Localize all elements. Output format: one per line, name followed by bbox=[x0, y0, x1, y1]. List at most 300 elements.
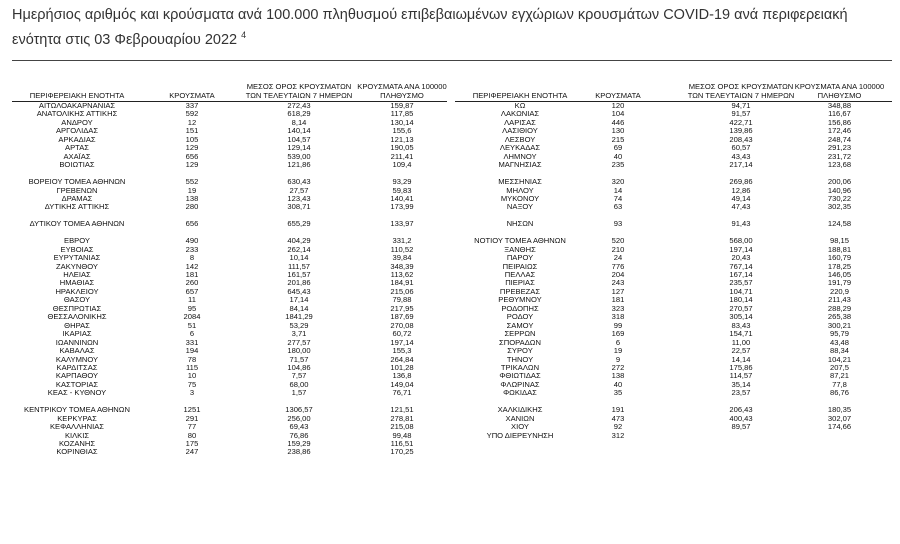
cases-cell: 105 bbox=[185, 134, 199, 144]
avg7-cell: 139,86 bbox=[729, 126, 753, 136]
avg7-cell: 43,43 bbox=[731, 151, 751, 161]
avg7-cell: 197,14 bbox=[729, 244, 753, 254]
cases-cell: 129 bbox=[185, 160, 199, 170]
title-footnote: 4 bbox=[241, 30, 247, 40]
cases-cell: 92 bbox=[613, 422, 623, 432]
avg7-cell: 91,57 bbox=[731, 109, 751, 119]
region-cell: ΑΙΤΩΛΟΑΚΑΡΝΑΝΙΑΣ bbox=[38, 101, 116, 110]
avg7-cell: 20,43 bbox=[731, 253, 751, 263]
region-cell: ΝΑΞΟΥ bbox=[506, 202, 534, 212]
region-cell: ΥΠΟ ΔΙΕΡΕΥΝΗΣΗ bbox=[486, 430, 554, 440]
per100k-cell: 174,66 bbox=[827, 422, 852, 432]
region-cell: ΘΑΣΟΥ bbox=[63, 295, 91, 305]
avg7-cell: 159,29 bbox=[287, 439, 311, 448]
column-header-per100k bbox=[787, 82, 892, 100]
per100k-cell: 191,79 bbox=[827, 278, 852, 288]
avg7-cell: 89,57 bbox=[731, 422, 751, 432]
region-cell: ΚΟΡΙΝΘΙΑΣ bbox=[56, 447, 98, 457]
cases-cell: 215 bbox=[611, 134, 625, 144]
region-cell: ΡΟΔΟΠΗΣ bbox=[501, 303, 539, 313]
region-cell: ΛΑΚΩΝΙΑΣ bbox=[500, 109, 540, 119]
region-cell: ΙΩΑΝΝΙΝΩΝ bbox=[55, 337, 99, 347]
region-cell: ΚΑΣΤΟΡΙΑΣ bbox=[55, 379, 99, 389]
per100k-cell: 123,68 bbox=[827, 160, 852, 170]
column-header-per100k bbox=[357, 82, 447, 100]
per100k-cell: 278,81 bbox=[390, 413, 414, 423]
page-title bbox=[12, 5, 892, 50]
cases-cell: 776 bbox=[611, 261, 625, 271]
per100k-cell: 109,4 bbox=[392, 160, 412, 170]
region-cell: ΠΕΙΡΑΙΩΣ bbox=[502, 261, 538, 271]
cases-cell: 138 bbox=[611, 371, 625, 381]
per100k-cell: 110,52 bbox=[390, 244, 414, 254]
per100k-cell: 300,21 bbox=[827, 320, 852, 330]
region-cell: ΒΟΙΩΤΙΑΣ bbox=[59, 160, 95, 170]
avg7-cell: 1841,29 bbox=[285, 312, 313, 322]
avg7-cell: 123,43 bbox=[287, 193, 311, 203]
cases-cell: 323 bbox=[611, 303, 625, 313]
region-cell: ΣΑΜΟΥ bbox=[506, 320, 534, 330]
cases-cell: 656 bbox=[185, 219, 199, 229]
cases-cell: 51 bbox=[187, 320, 197, 330]
cases-cell: 592 bbox=[185, 109, 199, 119]
region-cell: ΧΙΟΥ bbox=[511, 422, 529, 432]
per100k-cell: 98,15 bbox=[829, 236, 849, 246]
avg7-cell: 91,43 bbox=[731, 219, 751, 229]
per100k-cell: 187,69 bbox=[390, 312, 414, 322]
avg7-cell: 400,43 bbox=[729, 413, 753, 423]
cases-cell: 210 bbox=[611, 244, 625, 254]
region-cell: ΤΡΙΚΑΛΩΝ bbox=[500, 362, 540, 372]
per100k-cell: 87,21 bbox=[829, 371, 849, 381]
avg7-cell: 655,29 bbox=[287, 219, 311, 229]
avg7-cell: 104,86 bbox=[287, 362, 311, 372]
region-cell: ΚΕΑΣ - ΚΥΘΝΟΥ bbox=[47, 388, 107, 398]
per100k-cell: 291,23 bbox=[827, 143, 852, 153]
cases-cell: 40 bbox=[613, 151, 623, 161]
avg7-cell: 1306,57 bbox=[285, 405, 313, 415]
cases-cell: 77 bbox=[187, 422, 197, 432]
region-cell: ΠΑΡΟΥ bbox=[506, 253, 534, 263]
cases-cell: 247 bbox=[185, 447, 199, 457]
cases-cell: 181 bbox=[185, 270, 199, 279]
cases-cell: 127 bbox=[611, 286, 625, 296]
region-cell: ΧΑΝΙΩΝ bbox=[505, 413, 535, 423]
avg7-cell: 154,71 bbox=[729, 329, 753, 339]
per100k-cell: 146,05 bbox=[827, 270, 852, 279]
title-divider bbox=[12, 60, 892, 61]
region-cell: ΜΕΣΣΗΝΙΑΣ bbox=[498, 177, 542, 187]
cases-cell: 204 bbox=[611, 270, 625, 279]
avg7-cell: 83,43 bbox=[731, 320, 751, 330]
region-cell: ΛΑΣΙΘΙΟΥ bbox=[502, 126, 538, 136]
cases-cell: 331 bbox=[185, 337, 199, 347]
cases-cell: 473 bbox=[611, 413, 625, 423]
cases-cell: 138 bbox=[185, 193, 199, 203]
cases-cell: 3 bbox=[189, 388, 195, 398]
avg7-cell: 235,57 bbox=[729, 278, 753, 288]
region-cell: ΘΗΡΑΣ bbox=[64, 320, 90, 330]
avg7-cell: 84,14 bbox=[289, 303, 309, 313]
region-cell: ΛΕΣΒΟΥ bbox=[504, 134, 536, 144]
cases-cell: 191 bbox=[611, 405, 625, 415]
per100k-cell: 231,72 bbox=[827, 151, 852, 161]
cases-cell: 93 bbox=[613, 219, 623, 229]
cases-cell: 80 bbox=[187, 430, 197, 440]
avg7-cell: 270,57 bbox=[729, 303, 753, 313]
column-header-label: ΜΕΣΟΣ ΟΡΟΣ ΚΡΟΥΣΜΑΤΩΝ ΤΩΝ ΤΕΛΕΥΤΑΙΩΝ 7 ΗΜΕΡΩΝ bbox=[245, 82, 353, 100]
column-header-label: ΚΡΟΥΣΜΑΤΑ bbox=[595, 90, 641, 100]
per100k-cell: 270,08 bbox=[390, 320, 414, 330]
cases-cell: 337 bbox=[185, 101, 199, 110]
per100k-cell: 200,06 bbox=[827, 177, 852, 187]
cases-cell: 19 bbox=[613, 346, 623, 356]
region-cell: ΔΡΑΜΑΣ bbox=[61, 193, 93, 203]
per100k-cell: 215,08 bbox=[390, 422, 414, 432]
region-cell: ΚΩ bbox=[514, 101, 526, 110]
cases-cell: 74 bbox=[613, 193, 623, 203]
region-cell: ΝΟΤΙΟΥ ΤΟΜΕΑ ΑΘΗΝΩΝ bbox=[474, 236, 566, 246]
region-cell: ΦΛΩΡΙΝΑΣ bbox=[500, 379, 540, 389]
title-text: Ημερήσιος αριθμός και κρούσματα ανά 100.000 πληθυσμού επιβεβαιωμένων εγχώριων κρουσμάτων COVID-19 ανά περιφερειακή ενότητα στις 03 Φεβρουαρίου 2022 bbox=[12, 7, 848, 48]
cases-cell: 233 bbox=[185, 244, 199, 254]
avg7-cell: 308,71 bbox=[287, 202, 311, 212]
avg7-cell: 269,86 bbox=[729, 177, 753, 187]
per100k-cell: 156,86 bbox=[827, 117, 852, 127]
avg7-cell: 272,43 bbox=[287, 101, 311, 110]
table-row bbox=[455, 432, 892, 440]
per100k-cell: 207,5 bbox=[829, 362, 849, 372]
region-cell: ΣΕΡΡΩΝ bbox=[504, 329, 536, 339]
table-row bbox=[455, 203, 892, 211]
region-cell: ΞΑΝΘΗΣ bbox=[504, 244, 536, 254]
avg7-cell: 14,14 bbox=[731, 354, 751, 364]
per100k-cell: 104,21 bbox=[827, 354, 852, 364]
avg7-cell: 10,14 bbox=[289, 253, 309, 263]
per100k-cell: 117,85 bbox=[390, 109, 414, 119]
per100k-cell: 116,67 bbox=[828, 109, 851, 119]
region-cell: ΤΗΝΟΥ bbox=[506, 354, 534, 364]
avg7-cell: 167,14 bbox=[729, 270, 753, 279]
cases-cell: 8 bbox=[189, 253, 195, 263]
region-cell: ΚΑΡΔΙΤΣΑΣ bbox=[56, 362, 98, 372]
region-cell: ΑΝΑΤΟΛΙΚΗΣ ΑΤΤΙΚΗΣ bbox=[36, 109, 118, 119]
avg7-cell: 47,43 bbox=[731, 202, 751, 212]
region-cell: ΑΡΚΑΔΙΑΣ bbox=[58, 134, 96, 144]
cases-cell: 12 bbox=[187, 117, 197, 127]
cases-cell: 120 bbox=[611, 101, 625, 110]
per100k-cell: 113,62 bbox=[390, 270, 414, 279]
region-cell: ΠΡΕΒΕΖΑΣ bbox=[499, 286, 541, 296]
cases-cell: 104 bbox=[611, 109, 625, 119]
region-cell: ΚΕΝΤΡΙΚΟΥ ΤΟΜΕΑ ΑΘΗΝΩΝ bbox=[24, 405, 130, 415]
per100k-cell: 730,22 bbox=[827, 193, 852, 203]
avg7-cell: 1,57 bbox=[291, 388, 307, 398]
avg7-cell: 305,14 bbox=[729, 312, 753, 322]
avg7-cell: 208,43 bbox=[729, 134, 753, 144]
per100k-cell: 140,96 bbox=[827, 185, 852, 195]
cases-cell: 151 bbox=[185, 126, 199, 136]
cases-cell: 656 bbox=[185, 151, 199, 161]
avg7-cell: 201,86 bbox=[287, 278, 311, 288]
per100k-cell: 121,51 bbox=[390, 405, 414, 415]
region-cell: ΓΡΕΒΕΝΩΝ bbox=[56, 185, 98, 195]
region-cell: ΝΗΣΩΝ bbox=[506, 219, 534, 229]
per100k-cell: 302,07 bbox=[827, 413, 852, 423]
per100k-cell: 173,99 bbox=[390, 202, 414, 212]
avg7-cell: 767,14 bbox=[729, 261, 753, 271]
region-cell: ΑΡΓΟΛΙΔΑΣ bbox=[55, 126, 99, 136]
region-cell: ΛΑΡΙΣΑΣ bbox=[504, 117, 536, 127]
per100k-cell: 170,25 bbox=[390, 447, 414, 457]
table-row bbox=[12, 161, 447, 169]
avg7-cell: 111,57 bbox=[287, 261, 311, 271]
region-cell: ΚΕΡΚΥΡΑΣ bbox=[57, 413, 97, 423]
cases-cell: 75 bbox=[187, 379, 197, 389]
region-cell: ΘΕΣΠΡΩΤΙΑΣ bbox=[52, 303, 102, 313]
avg7-cell: 3,71 bbox=[291, 329, 307, 339]
region-cell: ΙΚΑΡΙΑΣ bbox=[62, 329, 92, 339]
avg7-cell: 71,57 bbox=[289, 354, 309, 364]
cases-cell: 115 bbox=[185, 362, 199, 372]
cases-cell: 9 bbox=[615, 354, 621, 364]
cases-cell: 24 bbox=[613, 253, 623, 263]
cases-cell: 10 bbox=[187, 371, 197, 381]
region-cell: ΡΟΔΟΥ bbox=[506, 312, 534, 322]
per100k-cell: 220,9 bbox=[829, 286, 849, 296]
cases-cell: 40 bbox=[613, 379, 623, 389]
cases-cell: 194 bbox=[185, 346, 199, 356]
per100k-cell: 188,81 bbox=[827, 244, 852, 254]
region-cell: ΔΥΤΙΚΗΣ ΑΤΤΙΚΗΣ bbox=[44, 202, 110, 212]
per100k-cell: 121,13 bbox=[390, 134, 414, 144]
avg7-cell: 206,43 bbox=[729, 405, 753, 415]
region-cell: ΧΑΛΚΙΔΙΚΗΣ bbox=[497, 405, 543, 415]
per100k-cell: 288,29 bbox=[827, 303, 852, 313]
cases-cell: 235 bbox=[611, 160, 625, 170]
region-cell: ΚΑΒΑΛΑΣ bbox=[59, 346, 95, 356]
cases-cell: 260 bbox=[185, 278, 199, 288]
region-cell: ΚΑΡΠΑΘΟΥ bbox=[55, 371, 99, 381]
per100k-cell: 211,43 bbox=[828, 295, 851, 305]
avg7-cell: 27,57 bbox=[289, 185, 309, 195]
cases-cell: 243 bbox=[611, 278, 625, 288]
region-cell: ΚΟΖΑΝΗΣ bbox=[58, 439, 96, 448]
per100k-cell: 302,35 bbox=[827, 202, 852, 212]
per100k-cell: 99,48 bbox=[392, 430, 412, 440]
per100k-cell: 155,6 bbox=[392, 126, 412, 136]
column-header-label: ΚΡΟΥΣΜΑΤΑ ΑΝΑ 100000 ΠΛΗΘΥΣΜΟ bbox=[357, 82, 447, 100]
per100k-cell: 79,88 bbox=[392, 295, 412, 305]
column-header-label: ΚΡΟΥΣΜΑΤΑ bbox=[169, 90, 215, 100]
per100k-cell: 190,05 bbox=[390, 143, 414, 153]
avg7-cell: 630,43 bbox=[287, 177, 311, 187]
region-cell: ΛΕΥΚΑΔΑΣ bbox=[499, 143, 541, 153]
per100k-cell: 217,95 bbox=[390, 303, 414, 313]
per100k-cell: 101,28 bbox=[390, 362, 414, 372]
cases-cell: 520 bbox=[611, 236, 625, 246]
per100k-cell: 149,04 bbox=[390, 379, 414, 389]
cases-cell: 446 bbox=[611, 117, 625, 127]
table-row bbox=[12, 220, 447, 228]
avg7-cell: 69,43 bbox=[289, 422, 309, 432]
cases-cell: 63 bbox=[613, 202, 623, 212]
per100k-cell: 348,39 bbox=[390, 261, 414, 271]
cases-cell: 169 bbox=[611, 329, 625, 339]
avg7-cell: 94,71 bbox=[731, 101, 751, 110]
per100k-cell: 77,8 bbox=[832, 379, 847, 389]
per100k-cell: 39,84 bbox=[392, 253, 412, 263]
avg7-cell: 12,86 bbox=[731, 185, 751, 195]
region-cell: ΑΧΑΪΑΣ bbox=[63, 151, 91, 161]
per100k-cell: 43,48 bbox=[829, 337, 849, 347]
cases-cell: 19 bbox=[187, 185, 197, 195]
column-header-label: ΜΕΣΟΣ ΟΡΟΣ ΚΡΟΥΣΜΑΤΩΝ ΤΩΝ ΤΕΛΕΥΤΑΙΩΝ 7 ΗΜΕΡΩΝ bbox=[687, 82, 795, 100]
per100k-cell: 130,14 bbox=[390, 117, 414, 127]
avg7-cell: 104,71 bbox=[729, 286, 753, 296]
avg7-cell: 161,57 bbox=[287, 270, 311, 279]
cases-cell: 11 bbox=[188, 295, 196, 305]
per100k-cell: 178,25 bbox=[827, 261, 852, 271]
region-cell: ΜΥΚΟΝΟΥ bbox=[500, 193, 540, 203]
column-header-label: ΠΕΡΙΦΕΡΕΙΑΚΗ ΕΝΟΤΗΤΑ bbox=[472, 90, 568, 100]
cases-cell: 6 bbox=[189, 329, 195, 339]
per100k-cell: 215,06 bbox=[390, 286, 414, 296]
avg7-cell: 23,57 bbox=[731, 388, 751, 398]
avg7-cell: 49,14 bbox=[731, 193, 751, 203]
region-cell: ΛΗΜΝΟΥ bbox=[503, 151, 537, 161]
avg7-cell: 539,00 bbox=[287, 151, 311, 161]
per100k-cell: 331,2 bbox=[392, 236, 412, 246]
cases-cell: 129 bbox=[185, 143, 199, 153]
per100k-cell: 76,71 bbox=[392, 388, 412, 398]
per100k-cell: 88,34 bbox=[829, 346, 849, 356]
avg7-cell: 104,57 bbox=[287, 134, 311, 144]
column-header-region bbox=[12, 82, 142, 100]
cases-cell: 142 bbox=[185, 261, 199, 271]
per100k-cell: 93,29 bbox=[392, 177, 412, 187]
avg7-cell: 7,57 bbox=[291, 371, 307, 381]
column-header-label: ΠΕΡΙΦΕΡΕΙΑΚΗ ΕΝΟΤΗΤΑ bbox=[29, 90, 125, 100]
avg7-cell: 35,14 bbox=[731, 379, 751, 389]
per100k-cell: 265,38 bbox=[827, 312, 852, 322]
avg7-cell: 175,86 bbox=[729, 362, 753, 372]
region-cell: ΖΑΚΥΝΘΟΥ bbox=[56, 261, 98, 271]
region-cell: ΑΡΤΑΣ bbox=[65, 143, 89, 153]
per100k-cell: 160,79 bbox=[827, 253, 852, 263]
per100k-cell: 155,3 bbox=[392, 346, 412, 356]
cases-cell: 1251 bbox=[183, 405, 201, 415]
region-cell: ΠΕΛΛΑΣ bbox=[504, 270, 536, 279]
table-row bbox=[12, 203, 447, 211]
cases-cell: 552 bbox=[185, 177, 199, 187]
cases-cell: 272 bbox=[611, 362, 625, 372]
avg7-cell: 11,00 bbox=[731, 337, 751, 347]
avg7-cell: 17,14 bbox=[289, 295, 309, 305]
column-header-label: ΚΡΟΥΣΜΑΤΑ ΑΝΑ 100000 ΠΛΗΘΥΣΜΟ bbox=[794, 82, 885, 100]
cases-cell: 291 bbox=[185, 413, 199, 423]
table-row bbox=[455, 389, 892, 397]
column-header-cases bbox=[573, 82, 663, 100]
table-row bbox=[12, 448, 447, 456]
per100k-cell: 248,74 bbox=[827, 134, 852, 144]
avg7-cell: 53,29 bbox=[289, 320, 309, 330]
cases-cell: 490 bbox=[185, 236, 199, 246]
table-row bbox=[455, 161, 892, 169]
cases-cell: 280 bbox=[185, 202, 199, 212]
cases-cell: 130 bbox=[611, 126, 625, 136]
region-cell: ΗΜΑΘΙΑΣ bbox=[59, 278, 95, 288]
per100k-cell: 184,91 bbox=[390, 278, 414, 288]
cases-cell: 78 bbox=[187, 354, 197, 364]
region-cell: ΕΥΡΥΤΑΝΙΑΣ bbox=[53, 253, 101, 263]
avg7-cell: 114,57 bbox=[729, 371, 753, 381]
avg7-cell: 568,00 bbox=[729, 236, 753, 246]
region-cell: ΜΑΓΝΗΣΙΑΣ bbox=[498, 160, 542, 170]
per100k-cell: 197,14 bbox=[390, 337, 414, 347]
cases-cell: 2084 bbox=[183, 312, 201, 322]
table-row bbox=[455, 220, 892, 228]
avg7-cell: 404,29 bbox=[287, 236, 311, 246]
region-cell: ΘΕΣΣΑΛΟΝΙΚΗΣ bbox=[47, 312, 107, 322]
per100k-cell: 180,35 bbox=[827, 405, 852, 415]
region-cell: ΦΘΙΩΤΙΔΑΣ bbox=[499, 371, 541, 381]
avg7-cell: 140,14 bbox=[287, 126, 311, 136]
cases-cell: 318 bbox=[611, 312, 625, 322]
avg7-cell: 422,71 bbox=[729, 117, 753, 127]
region-cell: ΣΠΟΡΑΔΩΝ bbox=[499, 337, 541, 347]
avg7-cell: 60,57 bbox=[731, 143, 751, 153]
avg7-cell: 277,57 bbox=[287, 337, 311, 347]
per100k-cell: 95,79 bbox=[829, 329, 849, 339]
avg7-cell: 76,86 bbox=[289, 430, 309, 440]
avg7-cell: 262,14 bbox=[287, 244, 311, 254]
per100k-cell: 124,58 bbox=[827, 219, 852, 229]
per100k-cell: 159,87 bbox=[390, 101, 414, 110]
region-cell: ΚΑΛΥΜΝΟΥ bbox=[55, 354, 99, 364]
region-cell: ΔΥΤΙΚΟΥ ΤΟΜΕΑ ΑΘΗΝΩΝ bbox=[29, 219, 125, 229]
cases-cell: 95 bbox=[187, 303, 197, 313]
avg7-cell: 121,86 bbox=[287, 160, 311, 170]
cases-cell: 99 bbox=[613, 320, 623, 330]
region-cell: ΗΡΑΚΛΕΙΟΥ bbox=[55, 286, 99, 296]
avg7-cell: 256,00 bbox=[287, 413, 311, 423]
region-cell: ΑΝΔΡΟΥ bbox=[61, 117, 93, 127]
region-cell: ΒΟΡΕΙΟΥ ΤΟΜΕΑ ΑΘΗΝΩΝ bbox=[28, 177, 126, 187]
region-cell: ΡΕΘΥΜΝΟΥ bbox=[498, 295, 542, 305]
per100k-cell: 211,41 bbox=[390, 151, 414, 161]
avg7-cell: 129,14 bbox=[287, 143, 311, 153]
avg7-cell: 180,00 bbox=[287, 346, 311, 356]
avg7-cell: 238,86 bbox=[287, 447, 311, 457]
avg7-cell: 180,14 bbox=[729, 295, 753, 305]
per100k-cell: 59,83 bbox=[392, 185, 412, 195]
cases-cell: 181 bbox=[611, 295, 625, 305]
column-header-region bbox=[455, 82, 585, 100]
region-cell: ΕΥΒΟΙΑΣ bbox=[60, 244, 94, 254]
column-header-avg7 bbox=[681, 82, 801, 100]
cases-cell: 312 bbox=[611, 430, 625, 440]
region-cell: ΚΕΦΑΛΛΗΝΙΑΣ bbox=[49, 422, 105, 432]
table-row bbox=[12, 389, 447, 397]
per100k-cell: 172,46 bbox=[827, 126, 852, 136]
column-header-avg7 bbox=[244, 82, 354, 100]
cases-cell: 6 bbox=[615, 337, 621, 347]
cases-cell: 320 bbox=[611, 177, 625, 187]
avg7-cell: 68,00 bbox=[289, 379, 309, 389]
region-cell: ΦΩΚΙΔΑΣ bbox=[503, 388, 537, 398]
per100k-cell: 133,97 bbox=[390, 219, 414, 229]
